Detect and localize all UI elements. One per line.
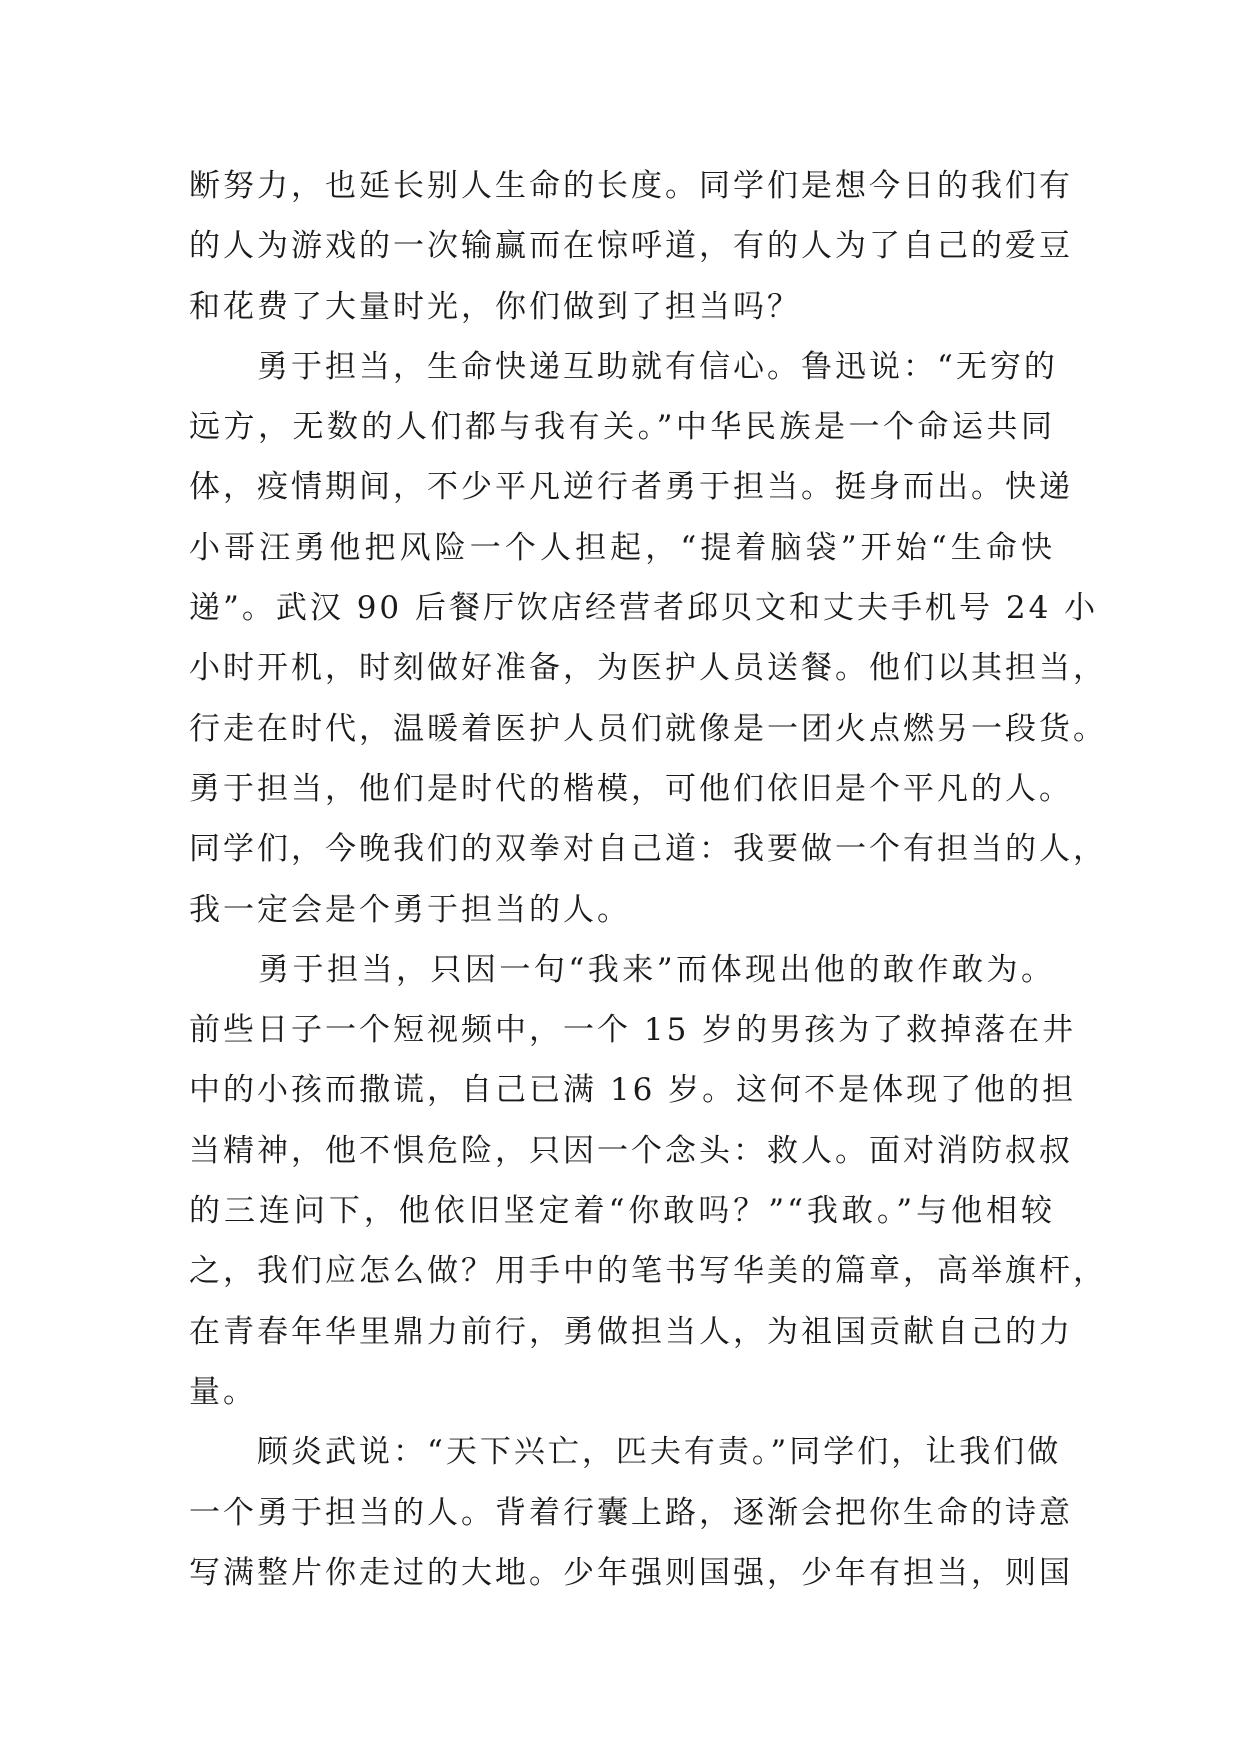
text-line: 我一定会是个勇于担当的人。 [189, 891, 631, 928]
text-line: 中的小孩而撒谎，自己已满 16 岁。这何不是体现了他的担 [189, 1072, 1077, 1109]
text-line: 和花费了大量时光，你们做到了担当吗？ [189, 288, 801, 325]
text-line: 勇于担当，他们是时代的楷模，可他们依旧是个平凡的人。 [189, 770, 1073, 807]
text-line: 小时开机，时刻做好准备，为医护人员送餐。他们以其担当， [189, 650, 1107, 687]
text-line: 远方，无数的人们都与我有关。”中华民族是一个命运共同 [189, 409, 1055, 446]
text-line: 勇于担当，生命快递互助就有信心。鲁迅说：“无穷的 [189, 348, 1058, 385]
text-line: 体，疫情期间，不少平凡逆行者勇于担当。挺身而出。快递 [189, 469, 1073, 506]
text-line: 之，我们应怎么做？用手中的笔书写华美的篇章，高举旗杆， [189, 1253, 1107, 1290]
text-line: 递”。武汉 90 后餐厅饮店经营者邱贝文和丈夫手机号 24 小 [189, 590, 1099, 627]
text-line: 的人为游戏的一次输赢而在惊呼道，有的人为了自己的爱豆 [189, 228, 1073, 265]
text-line: 断努力，也延长别人生命的长度。同学们是想今日的我们有 [189, 168, 1073, 204]
text-line: 一个勇于担当的人。背着行囊上路，逐渐会把你生命的诗意 [189, 1494, 1073, 1531]
text-line: 在青春年华里鼎力前行，勇做担当人，为祖国贡献自己的力 [189, 1313, 1073, 1350]
text-line: 同学们，今晚我们的双拳对自己道：我要做一个有担当的人， [189, 831, 1107, 868]
text-line: 前些日子一个短视频中，一个 15 岁的男孩为了救掉落在井 [189, 1012, 1077, 1049]
text-line: 行走在时代，温暖着医护人员们就像是一团火点燃另一段货。 [189, 710, 1107, 747]
text-line: 的三连问下，他依旧坚定着“你敢吗？”“我敢。”与他相较 [189, 1193, 1055, 1230]
text-line: 写满整片你走过的大地。少年强则国强，少年有担当，则国 [189, 1554, 1073, 1591]
text-line: 勇于担当，只因一句“我来”而体现出他的敢作敢为。 [189, 951, 1055, 988]
text-line: 量。 [189, 1373, 257, 1410]
text-line: 小哥汪勇他把风险一个人担起，“提着脑袋”开始“生命快 [189, 529, 1055, 566]
text-line: 顾炎武说：“天下兴亡，匹夫有责。”同学们，让我们做 [189, 1434, 1062, 1471]
text-line: 当精神，他不惧危险，只因一个念头：救人。面对消防叔叔 [189, 1132, 1073, 1169]
body-text [189, 156, 1107, 1603]
